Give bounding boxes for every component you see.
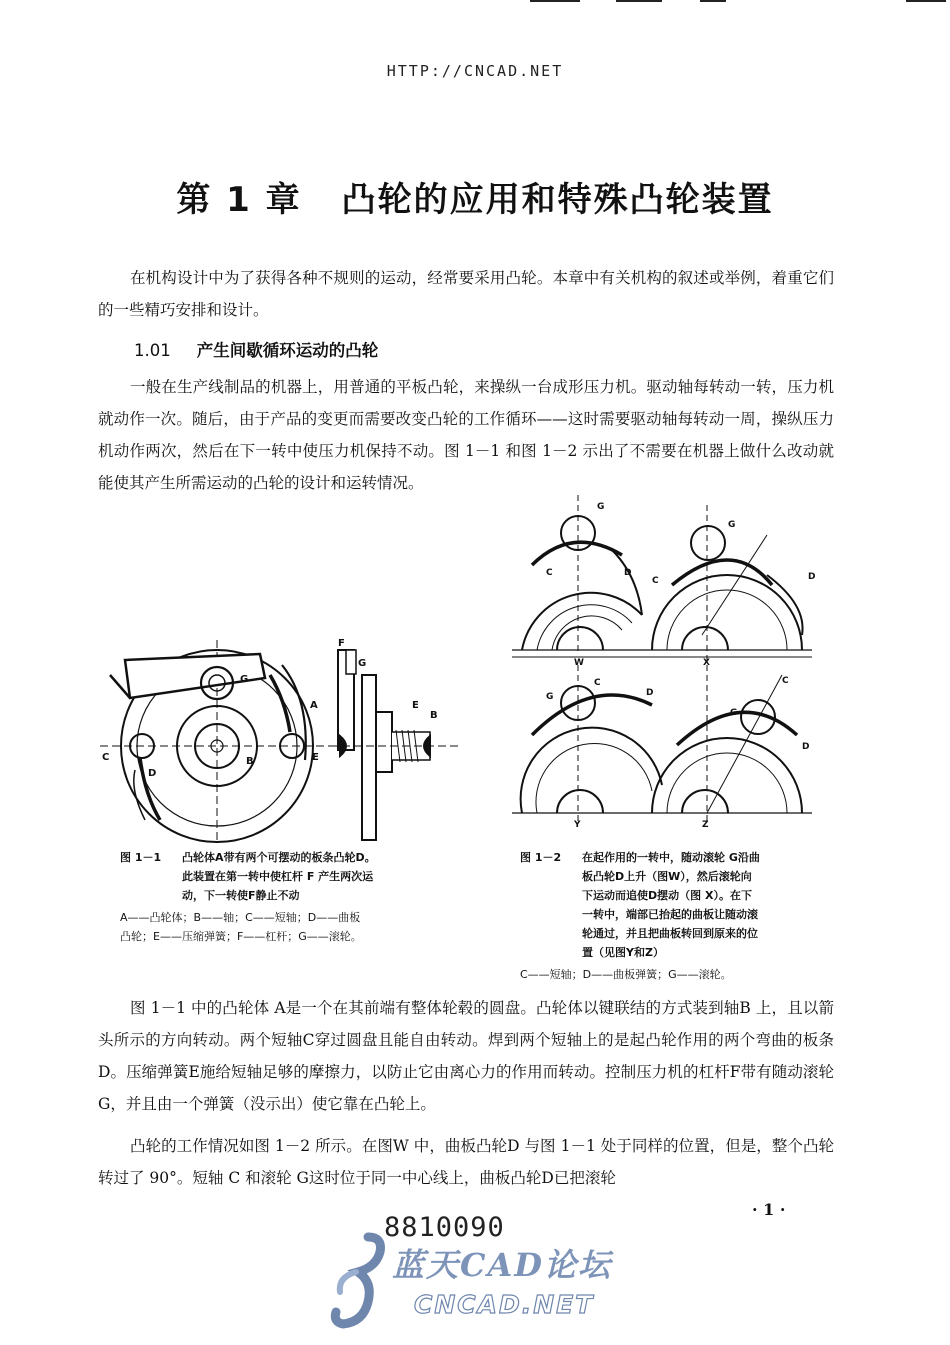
fig1-legend-line: 凸轮；E——压缩弹簧；F——杠杆；G——滚轮。 bbox=[120, 930, 362, 943]
chapter-title-text: 凸轮的应用和特殊凸轮装置 bbox=[341, 180, 774, 220]
paragraph-2: 图 1－1 中的凸轮体 A是一个在其前端有整体轮毂的圆盘。凸轮体以键联结的方式装到轴B 上，且以箭头所示的方向转动。两个短轴C穿过圆盘且能自由转动。焊到两个短轴上的是起凸轮作用的两个弯曲的板条D。压缩弹簧E施给短轴足够的摩擦力，以防止它由离心力的作用而转动。控制压力机的杠杆F带有随动滚轮 G，并且由一个弹簧（没示出）使它靠在凸轮上。 bbox=[98, 999, 834, 1113]
fig2-label-X: X bbox=[703, 658, 710, 668]
chapter-number: 第 1 章 bbox=[176, 180, 302, 220]
fig2-caption-line: 置（见图Y和Z） bbox=[582, 946, 664, 959]
fig2-caption-line: 一转中，端部已抬起的曲板让随动滚 bbox=[582, 908, 758, 921]
fig2-label-G: G bbox=[730, 708, 738, 718]
scan-edge-line bbox=[906, 0, 946, 2]
fig2-label-D: D bbox=[808, 572, 816, 582]
section-number: 1.01 bbox=[134, 341, 171, 360]
watermark bbox=[328, 1232, 628, 1332]
paragraph-3: 凸轮的工作情况如图 1－2 所示。在图W 中，曲板凸轮D 与图 1－1 处于同样的位置，但是，整个凸轮转过了 90°。短轴 C 和滚轮 G这时位于同一中心线上，曲板凸轮D已把滚轮 bbox=[98, 1137, 834, 1187]
watermark-url-text: CNCAD.NET bbox=[414, 1290, 595, 1319]
figure-1-2-drawing bbox=[512, 495, 816, 830]
fig2-label-W: W bbox=[574, 658, 584, 668]
intro-paragraph: 在机构设计中为了获得各种不规则的运动，经常要采用凸轮。本章中有关机构的叙述或举例，着重它们的一些精巧安排和设计。 bbox=[98, 269, 834, 319]
fig1-caption-line: 此装置在第一转中使杠杆 F 产生两次运 bbox=[182, 870, 374, 883]
fig1-label-C: C bbox=[102, 752, 110, 763]
fig1-caption-line: 动，下一转使F静止不动 bbox=[182, 889, 300, 902]
fig2-label-Z: Z bbox=[702, 820, 709, 830]
figure-1-1-drawing bbox=[100, 620, 470, 840]
fig2-label-G: G bbox=[546, 692, 554, 702]
fig2-caption-line: 轮通过，并且把曲板转回到原来的位 bbox=[582, 927, 758, 940]
scan-edge-line bbox=[700, 0, 726, 2]
fig2-label-D: D bbox=[646, 688, 654, 698]
fig2-label-D: D bbox=[802, 742, 810, 752]
scan-edge-line bbox=[616, 0, 662, 2]
fig1-label-G-side: G bbox=[358, 658, 367, 669]
fig2-label-C: C bbox=[546, 568, 553, 578]
fig1-label-F: F bbox=[338, 638, 345, 649]
fig1-label-G: G bbox=[240, 674, 249, 685]
header-url: HTTP://CNCAD.NET bbox=[386, 62, 564, 80]
fig1-label-E-side: E bbox=[412, 700, 419, 711]
fig2-label-C: C bbox=[782, 676, 789, 686]
chapter-title bbox=[0, 172, 950, 221]
fig2-label-G: G bbox=[728, 520, 736, 530]
fig2-label-C: C bbox=[652, 576, 659, 586]
fig2-caption-label: 图 1－2 bbox=[520, 851, 562, 864]
fig2-label-D: D bbox=[624, 568, 632, 578]
fig2-label-Y: Y bbox=[574, 820, 581, 830]
paragraph-1: 一般在生产线制品的机器上，用普通的平板凸轮，来操纵一台成形压力机。驱动轴每转动一转，压力机就动作一次。随后，由于产品的变更而需要改变凸轮的工作循环——这时需要驱动轴每转动一周，操纵压力机动作两次，然后在下一转中使压力机保持不动。图 1－1 和图 1－2 示出了不需要在机器上做什么改动就能使其产生所需运动的凸轮的设计和运转情况。 bbox=[98, 378, 834, 492]
fig1-caption-label: 图 1－1 bbox=[120, 851, 162, 864]
fig2-label-C: C bbox=[594, 678, 601, 688]
watermark-cn-text: 蓝天CAD论坛 bbox=[392, 1246, 613, 1284]
fig2-caption-line: 下运动而追使D摆动（图 X）。在下 bbox=[582, 889, 752, 902]
fig2-caption-line: 在起作用的一转中，随动滚轮 G沿曲 bbox=[582, 851, 760, 864]
fig1-label-A: A bbox=[310, 700, 318, 711]
fig1-label-D: D bbox=[148, 768, 157, 779]
fig2-caption-line: 板凸轮D上升（图W），然后滚轮向 bbox=[582, 870, 752, 883]
scan-edge-line bbox=[530, 0, 580, 2]
fig2-label-G: G bbox=[597, 502, 605, 512]
fig1-label-B-side: B bbox=[430, 710, 438, 721]
fig1-caption-line: 凸轮体A带有两个可摆动的板条凸轮D。 bbox=[182, 851, 376, 864]
watermark-logo-icon bbox=[328, 1232, 398, 1332]
section-heading bbox=[134, 337, 378, 361]
fig2-legend-line: C——短轴；D——曲板弹簧；G——滚轮。 bbox=[520, 968, 732, 981]
page-number: · 1 · bbox=[752, 1200, 786, 1219]
fig1-legend-line: A——凸轮体；B——轴；C——短轴；D——曲板 bbox=[120, 911, 361, 924]
fig1-label-B: B bbox=[246, 756, 254, 767]
serial-number: 8810090 bbox=[384, 1212, 505, 1243]
section-title: 产生间歇循环运动的凸轮 bbox=[196, 341, 379, 360]
figure-1-1-caption bbox=[120, 848, 450, 946]
figure-1-2-caption bbox=[520, 848, 820, 984]
fig1-label-E: E bbox=[312, 752, 319, 763]
